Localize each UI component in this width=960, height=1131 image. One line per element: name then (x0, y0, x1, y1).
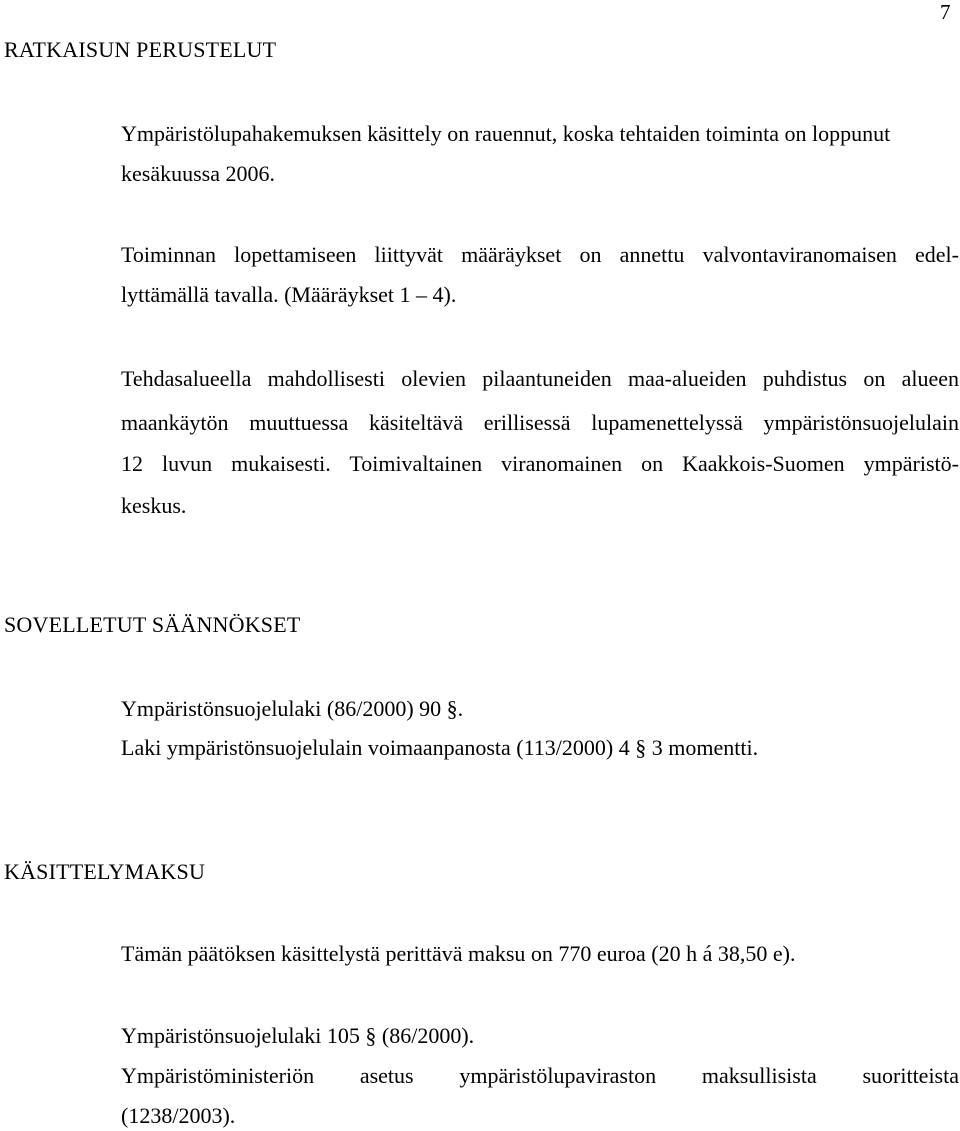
provision-line: Laki ympäristönsuojelulain voimaanpanosta (113/2000) 4 § 3 momentti. (121, 735, 759, 760)
section-heading-ratkaisun-perustelut: RATKAISUN PERUSTELUT (4, 37, 277, 62)
applied-provisions-list (121, 697, 959, 760)
provision-line: Ympäristönsuojelulaki (86/2000) 90 §. (121, 696, 464, 721)
paragraph-line: 12 luvun mukaisesti. Toimivaltainen viranomainen on Kaakkois-Suomen ympäristö- (121, 451, 959, 476)
paragraph-line: lyttämällä tavalla. (Määräykset 1 – 4). (121, 282, 457, 307)
paragraph-line: Toiminnan lopettamiseen liittyvät määräykset on annettu valvontaviranomaisen edel- (121, 242, 959, 267)
paragraph-closure-orders (121, 243, 959, 307)
paragraph-line: keskus. (121, 493, 187, 518)
paragraph-decision-lapsed (121, 122, 959, 186)
paragraph-line: Tehdasalueella mahdollisesti olevien pilaantuneiden maa-alueiden puhdistus on alueen (121, 366, 959, 391)
paragraph-processing-fee (121, 942, 959, 966)
paragraph-line: Ympäristönsuojelulaki 105 § (86/2000). (121, 1023, 475, 1048)
paragraph-contaminated-land (121, 367, 959, 518)
paragraph-line: maankäytön muuttuessa käsiteltävä erillisessä lupamenettelyssä ympäristönsuojelulain (121, 410, 959, 435)
paragraph-line: Ympäristölupahakemuksen käsittely on rauennut, koska tehtaiden toiminta on loppunut (121, 121, 891, 146)
paragraph-line: Tämän päätöksen käsittelystä perittävä maksu on 770 euroa (20 h á 38,50 e). (121, 941, 796, 966)
section-heading-sovelletut-saannokset: SOVELLETUT SÄÄNNÖKSET (4, 612, 301, 637)
paragraph-line: Ympäristöministeriön asetus ympäristölupaviraston maksullisista suoritteista (121, 1063, 959, 1088)
paragraph-line: kesäkuussa 2006. (121, 161, 275, 186)
paragraph-line: (1238/2003). (121, 1103, 236, 1128)
paragraph-fee-legal-basis (121, 1024, 959, 1128)
section-heading-kasittelymaksu: KÄSITTELYMAKSU (4, 859, 206, 884)
page-number: 7 (940, 0, 951, 24)
